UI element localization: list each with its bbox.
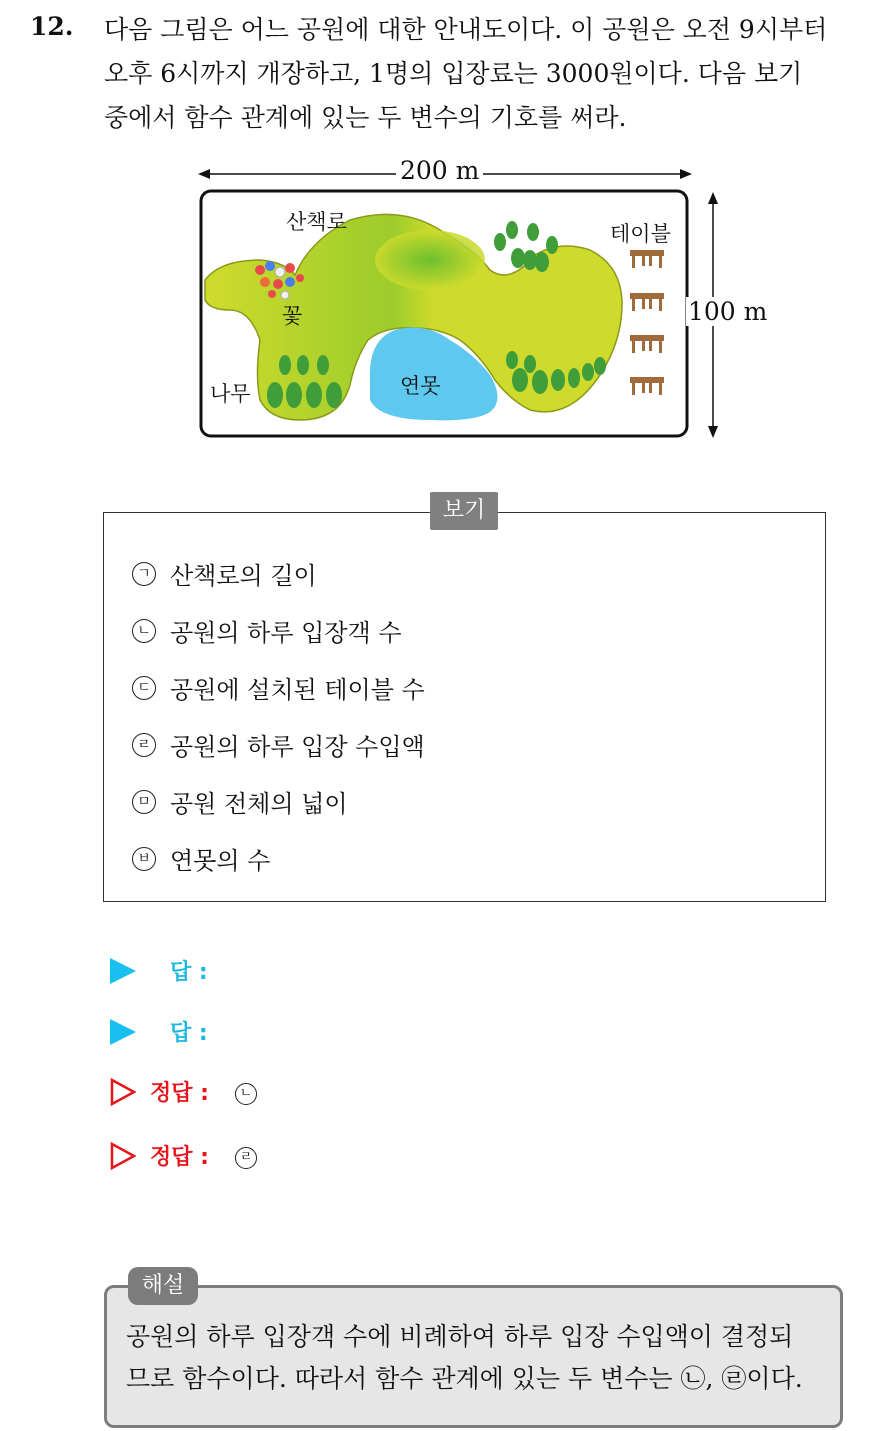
bogi-item-text: 공원의 하루 입장 수입액 — [170, 733, 425, 761]
question-line: 오후 6시까지 개장하고, 1명의 입장료는 3000원이다. 다음 보기 — [104, 59, 803, 88]
question-text — [104, 8, 864, 140]
answer-row[interactable] — [110, 955, 234, 986]
bogi-item — [132, 670, 425, 727]
arrow-head-icon — [680, 169, 692, 179]
answer-label: 답 : — [170, 1021, 208, 1046]
circled-marker: ㄹ — [132, 733, 156, 757]
circled-marker: ㄱ — [132, 562, 156, 586]
arrow-head-icon — [198, 169, 210, 179]
arrow-head-icon — [708, 426, 718, 438]
bogi-title: 보기 — [430, 492, 498, 530]
bogi-item — [132, 556, 425, 613]
bogi-item — [132, 784, 425, 841]
circled-marker: ㄴ — [132, 619, 156, 643]
pond-label: 연못 — [400, 374, 441, 398]
circled-marker: ㅁ — [132, 790, 156, 814]
correct-answer-row — [110, 1076, 257, 1107]
bogi-item-text: 공원의 하루 입장객 수 — [170, 619, 402, 647]
explanation-line: 공원의 하루 입장객 수에 비례하여 하루 입장 수입액이 결정되 — [126, 1322, 794, 1351]
explanation-text — [126, 1316, 826, 1400]
explanation-title: 해설 — [128, 1267, 198, 1305]
bogi-item-text: 공원에 설치된 테이블 수 — [170, 676, 425, 704]
explanation-line: 므로 함수이다. 따라서 함수 관계에 있는 두 변수는 ㉡, ㉣이다. — [126, 1364, 803, 1393]
width-label: 200 m — [396, 156, 483, 185]
answer-label: 답 : — [170, 960, 208, 985]
flower-label: 꽃 — [282, 304, 303, 328]
bogi-item-text: 산책로의 길이 — [170, 562, 317, 590]
bogi-list — [132, 556, 425, 898]
answer-row[interactable] — [110, 1016, 234, 1047]
correct-label: 정답 : — [150, 1145, 209, 1170]
bogi-item — [132, 727, 425, 784]
arrow-head-icon — [708, 192, 718, 204]
play-triangle-icon — [110, 958, 136, 984]
circled-marker: ㄷ — [132, 676, 156, 700]
bogi-item-text: 연못의 수 — [170, 847, 271, 875]
bogi-item — [132, 841, 425, 898]
question-line: 중에서 함수 관계에 있는 두 변수의 기호를 써라. — [104, 103, 627, 132]
play-triangle-icon — [110, 1019, 136, 1045]
trail-highlight — [375, 230, 485, 290]
height-label: 100 m — [688, 297, 768, 326]
question-line: 다음 그림은 어느 공원에 대한 안내도이다. 이 공원은 오전 9시부터 — [104, 15, 828, 44]
bogi-item — [132, 613, 425, 670]
question-number: 12. — [30, 12, 74, 41]
park-map — [190, 150, 780, 450]
table-label: 테이블 — [610, 222, 671, 246]
circled-marker: ㅂ — [132, 847, 156, 871]
correct-value: ㄴ — [235, 1083, 257, 1105]
correct-label: 정답 : — [150, 1081, 209, 1106]
correct-value: ㄹ — [235, 1147, 257, 1169]
outline-triangle-icon — [110, 1078, 136, 1106]
tree-label: 나무 — [210, 382, 251, 406]
correct-answer-row — [110, 1140, 257, 1171]
trail-label: 산책로 — [286, 210, 347, 234]
bogi-item-text: 공원 전체의 넓이 — [170, 790, 348, 818]
outline-triangle-icon — [110, 1142, 136, 1170]
